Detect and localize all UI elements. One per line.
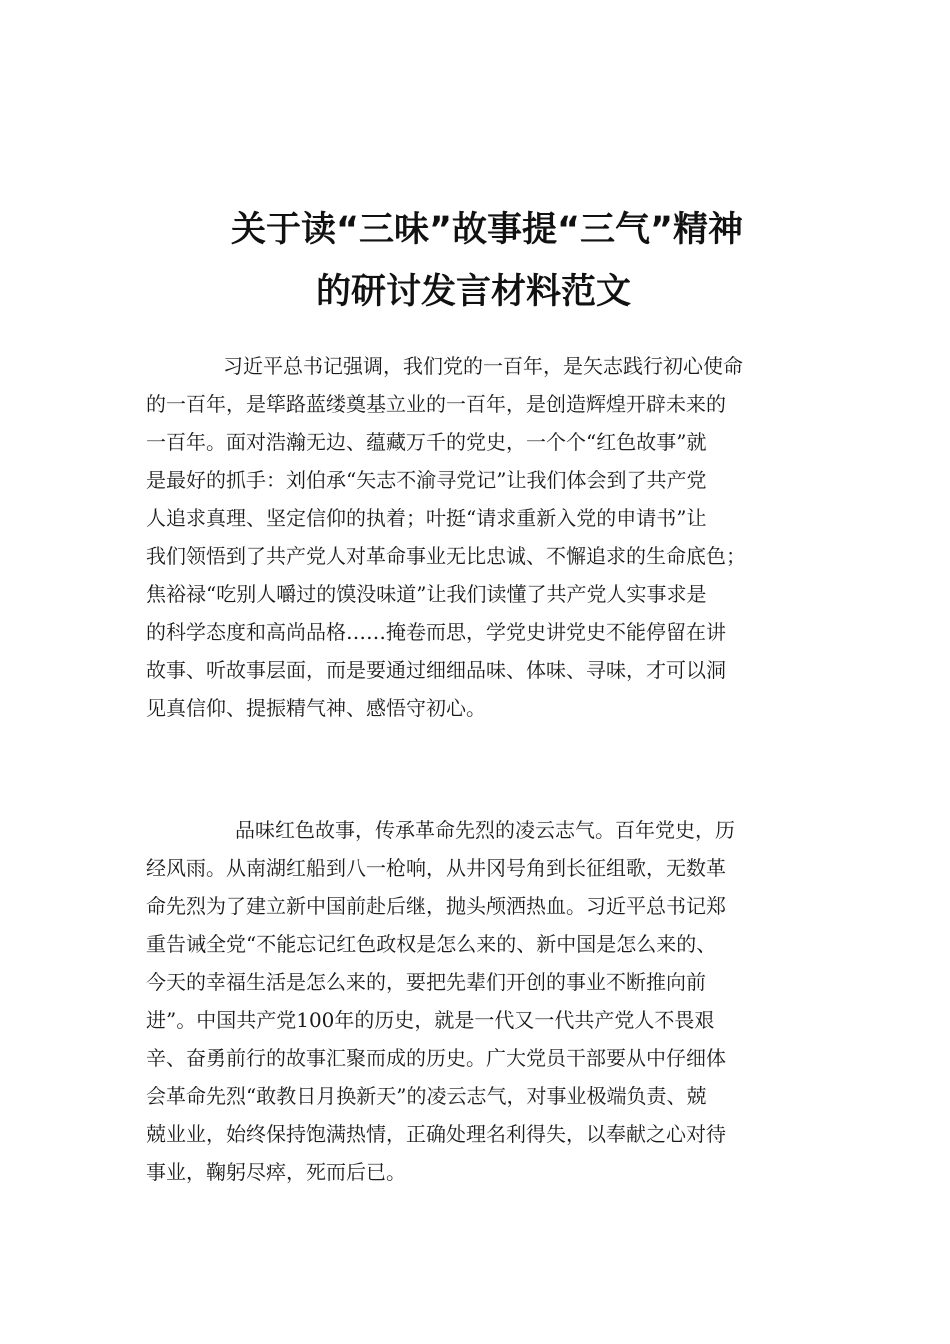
- paragraph-line: 的一百年，是筚路蓝缕奠基立业的一百年，是创造辉煌开辟未来的: [146, 392, 726, 416]
- paragraph-line: 命先烈为了建立新中国前赴后继，抛头颅洒热血。习近平总书记郑: [146, 894, 726, 918]
- paragraph-line: 辛、奋勇前行的故事汇聚而成的历史。广大党员干部要从中仔细体: [146, 1046, 726, 1070]
- paragraph-line: 的科学态度和高尚品格……掩卷而思，学党史讲党史不能停留在讲: [146, 620, 726, 644]
- paragraph-line: 焦裕禄“吃别人嚼过的馍没味道”让我们读懂了共产党人实事求是: [146, 582, 707, 606]
- paragraph-line: 故事、听故事层面，而是要通过细细品味、体味、寻味，才可以洞: [146, 658, 726, 682]
- paragraph-line: 进”。中国共产党100年的历史，就是一代又一代共产党人不畏艰: [146, 1008, 715, 1032]
- paragraph-line: 经风雨。从南湖红船到八一枪响，从井冈号角到长征组歌，无数革: [146, 856, 726, 880]
- paragraph-line: 重告诫全党“不能忘记红色政权是怎么来的、新中国是怎么来的、: [146, 932, 717, 956]
- document-title-line-2: 的研讨发言材料范文: [316, 272, 632, 312]
- paragraph-line: 习近平总书记强调，我们党的一百年，是矢志践行初心使命: [223, 354, 743, 378]
- paragraph-line: 兢业业，始终保持饱满热情，正确处理名利得失，以奉献之心对待: [146, 1122, 726, 1146]
- paragraph-line: 人追求真理、坚定信仰的执着；叶挺“请求重新入党的申请书”让: [146, 506, 707, 530]
- paragraph-line: 今天的幸福生活是怎么来的，要把先辈们开创的事业不断推向前: [146, 970, 706, 994]
- paragraph-line: 事业，鞠躬尽瘁，死而后已。: [146, 1160, 406, 1184]
- paragraph-line: 见真信仰、提振精气神、感悟守初心。: [146, 696, 486, 720]
- paragraph-line: 品味红色故事，传承革命先烈的凌云志气。百年党史，历: [235, 818, 735, 842]
- paragraph-line: 一百年。面对浩瀚无边、蕴藏万千的党史，一个个“红色故事”就: [146, 430, 707, 454]
- paragraph-line: 我们领悟到了共产党人对革命事业无比忠诚、不懈追求的生命底色；: [146, 544, 746, 568]
- document-title-line-1: 关于读“三味”故事提“三气”精神: [231, 210, 744, 250]
- paragraph-line: 是最好的抓手：刘伯承“矢志不渝寻党记”让我们体会到了共产党: [146, 468, 707, 492]
- paragraph-line: 会革命先烈“敢教日月换新天”的凌云志气，对事业极端负责、兢: [146, 1084, 707, 1108]
